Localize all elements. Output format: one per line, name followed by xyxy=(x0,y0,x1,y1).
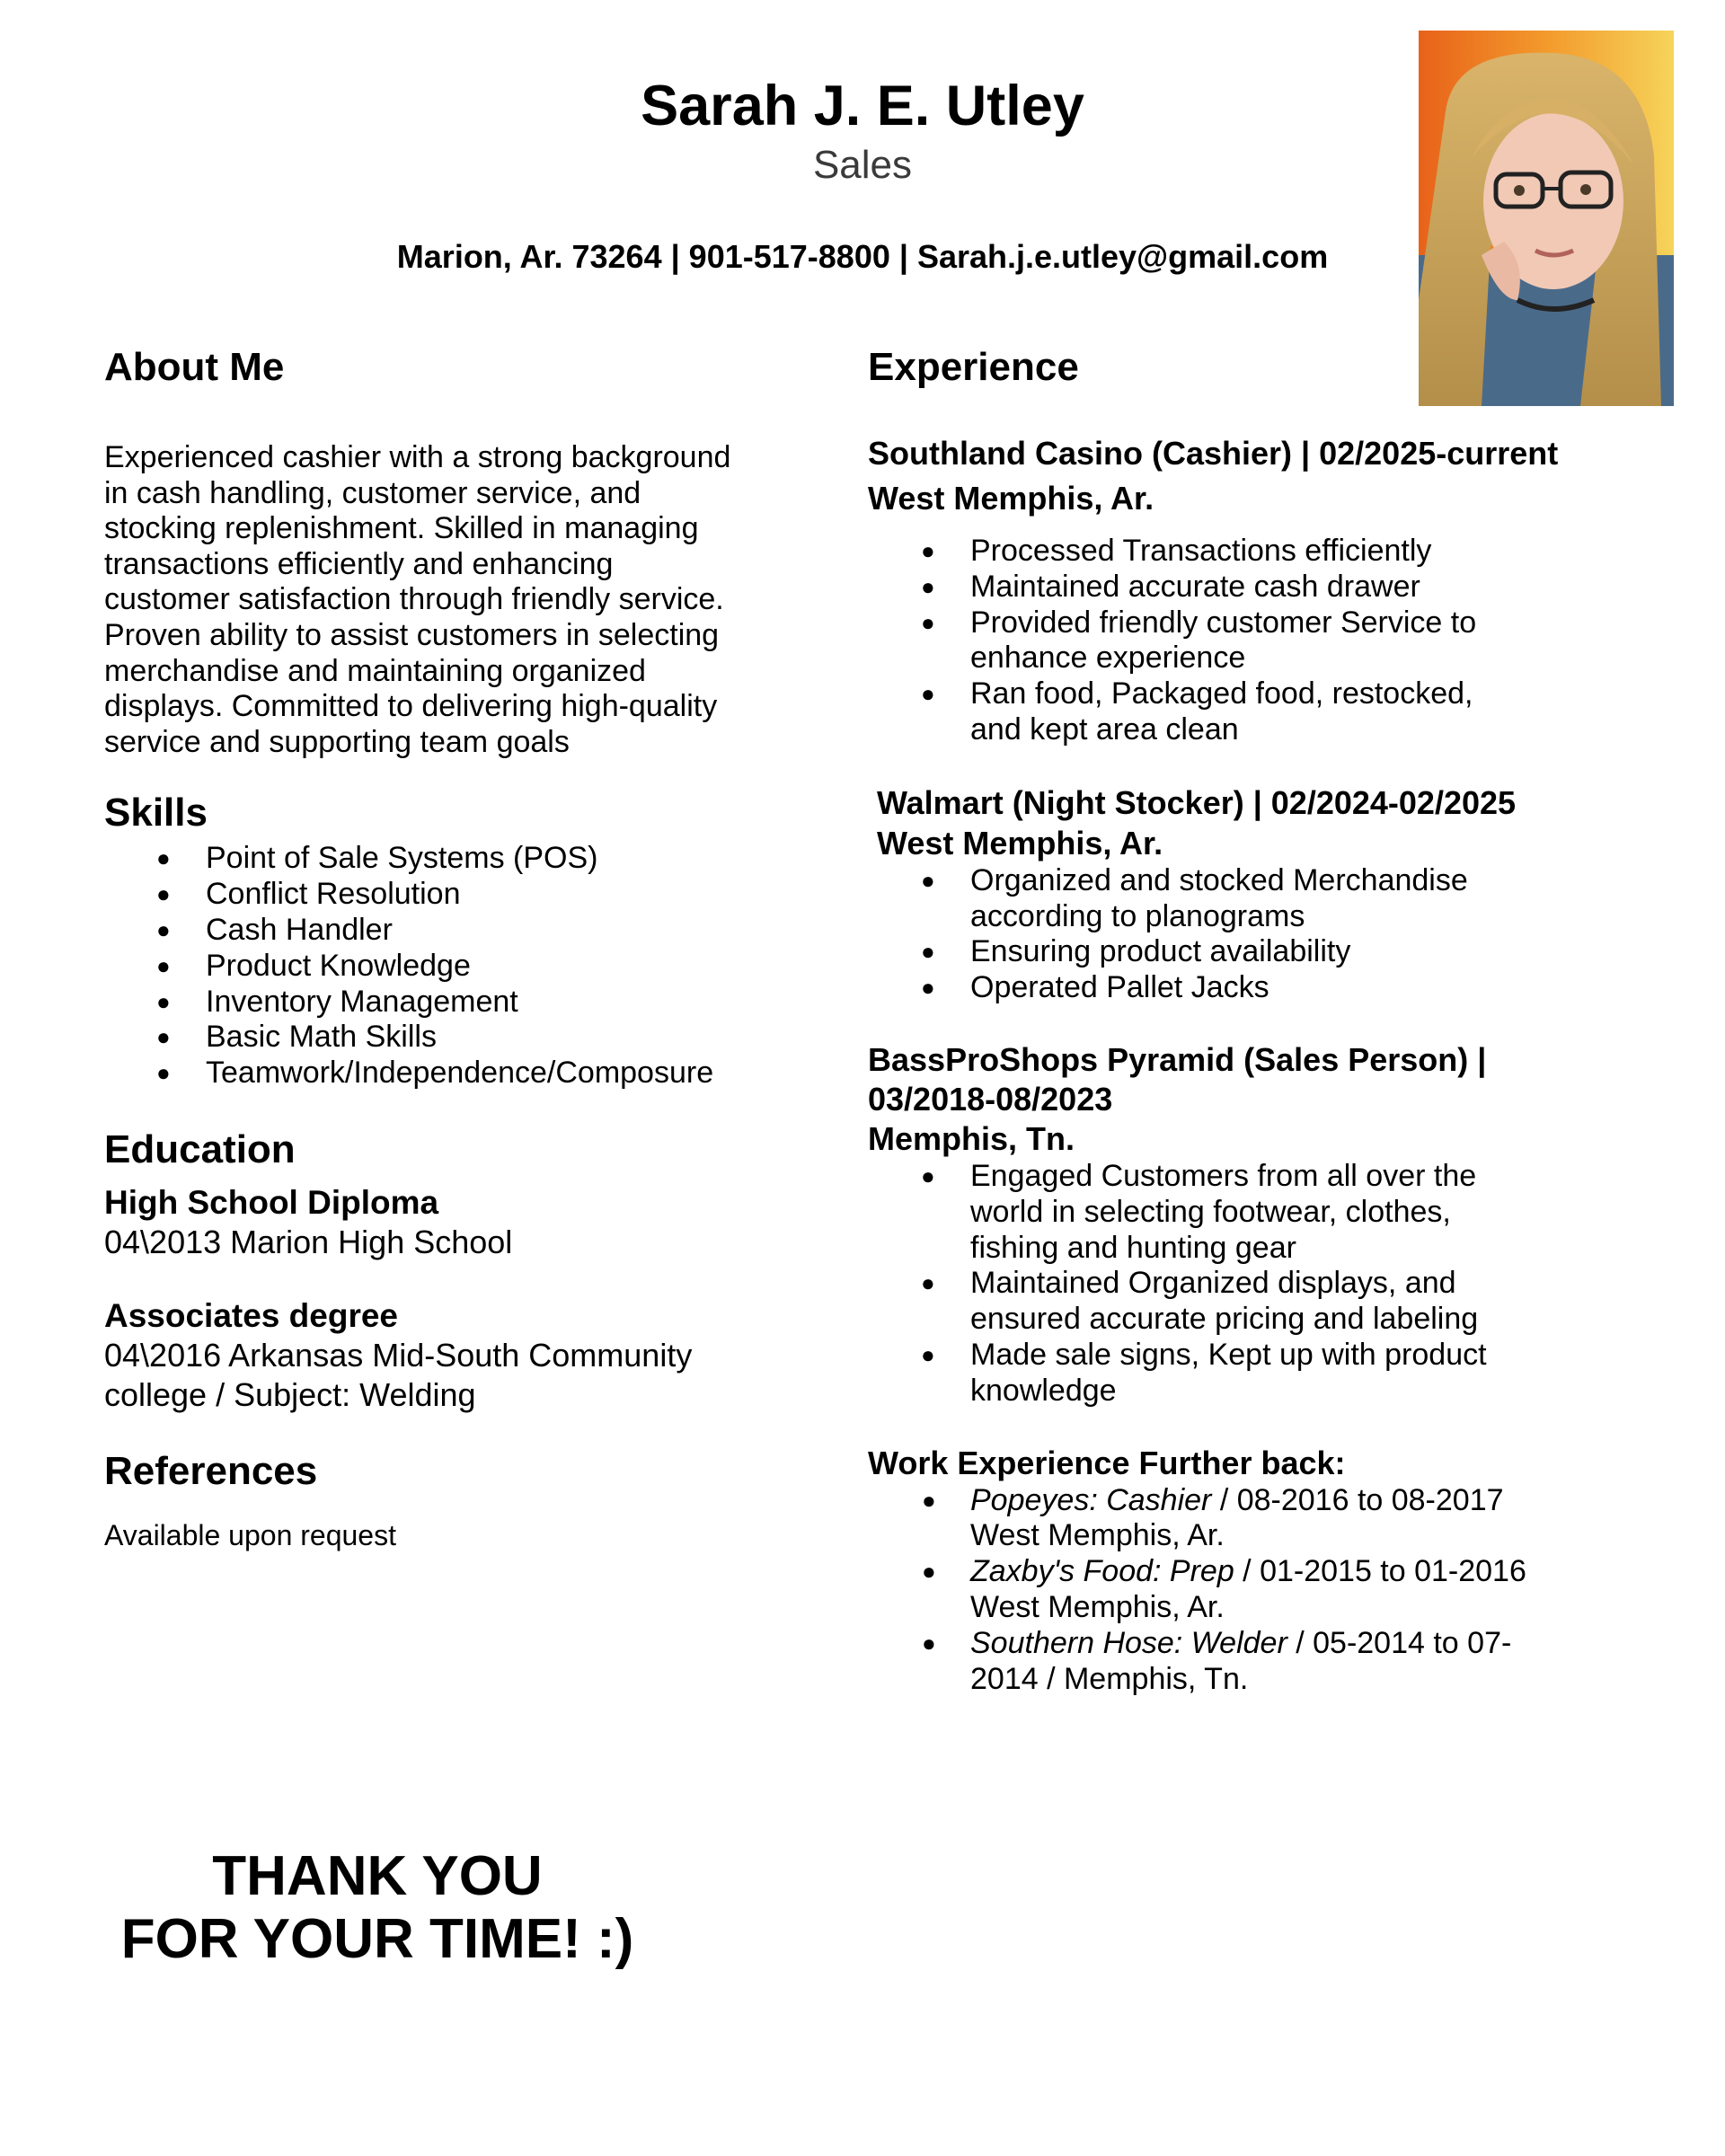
job-duties xyxy=(868,534,1659,748)
references-text: Available upon request xyxy=(104,1518,396,1551)
further-location: West Memphis, Ar. xyxy=(970,1518,1225,1553)
job-duty xyxy=(868,970,1659,1006)
duty-text: Provided friendly customer Service to xyxy=(970,605,1477,640)
about-line: merchandise and maintaining organized xyxy=(104,653,646,688)
further-item xyxy=(868,1483,1659,1555)
further-role: Popeyes: Cashier xyxy=(970,1482,1212,1517)
job-entry xyxy=(868,1040,1659,1409)
education-degree: Associates degree xyxy=(104,1296,399,1334)
about-paragraph xyxy=(104,440,787,760)
skills-list xyxy=(104,841,787,1091)
duty-text: Ran food, Packaged food, restocked, xyxy=(970,676,1473,711)
job-duty xyxy=(868,1266,1659,1338)
further-role: Zaxby's Food: Prep xyxy=(970,1554,1234,1589)
duty-text: Engaged Customers from all over the xyxy=(970,1158,1477,1193)
job-duty xyxy=(868,676,1659,748)
job-duties xyxy=(868,863,1659,1006)
about-line: stocking replenishment. Skilled in managing xyxy=(104,511,699,546)
about-line: Experienced cashier with a strong background xyxy=(104,440,731,474)
education-degree: High School Diploma xyxy=(104,1183,439,1221)
about-line: Proven ability to assist customers in selecting xyxy=(104,617,720,652)
duty-text: Ensuring product availability xyxy=(970,934,1351,969)
left-column xyxy=(104,341,787,1553)
duty-text: and kept area clean xyxy=(970,711,1239,747)
further-item xyxy=(868,1554,1659,1626)
about-line: customer satisfaction through friendly service. xyxy=(104,582,724,617)
duty-text: ensured accurate pricing and labeling xyxy=(970,1302,1479,1337)
candidate-name: Sarah J. E. Utley xyxy=(641,75,1084,137)
job-location: Memphis, Tn. xyxy=(868,1119,1075,1157)
job-location: West Memphis, Ar. xyxy=(868,480,1154,517)
skill-item: ● Inventory Management xyxy=(104,985,787,1021)
further-dates: / 08-2016 to 08-2017 xyxy=(1211,1482,1504,1517)
job-duty xyxy=(868,934,1659,970)
further-experience xyxy=(868,1444,1659,1698)
education-detail: 04\2016 Arkansas Mid-South Community xyxy=(104,1336,693,1374)
contact-line: Marion, Ar. 73264 | 901-517-8800 | Sarah.j.e.utley@gmail.com xyxy=(396,238,1329,275)
about-line: in cash handling, customer service, and xyxy=(104,475,641,510)
skill-item: ● Conflict Resolution xyxy=(104,877,787,913)
skills-heading: Skills xyxy=(104,791,208,835)
right-column xyxy=(868,341,1659,1697)
job-duty xyxy=(868,863,1659,935)
thank-you-line: FOR YOUR TIME! :) xyxy=(120,1908,634,1970)
job-duty xyxy=(868,534,1659,570)
thank-you-line: THANK YOU xyxy=(212,1845,543,1907)
skill-item: ● Basic Math Skills xyxy=(104,1020,787,1056)
about-line: transactions efficiently and enhancing xyxy=(104,546,614,581)
job-duty xyxy=(868,1159,1659,1266)
skill-item: ● Teamwork/Independence/Composure xyxy=(104,1056,787,1091)
further-location: West Memphis, Ar. xyxy=(970,1589,1225,1624)
about-line: service and supporting team goals xyxy=(104,724,570,759)
job-duties xyxy=(868,1159,1659,1409)
duty-text: Operated Pallet Jacks xyxy=(970,970,1269,1005)
education-detail: college / Subject: Welding xyxy=(104,1375,476,1413)
job-title: Walmart (Night Stocker) | 02/2024-02/2025 xyxy=(877,783,1517,821)
further-location: 2014 / Memphis, Tn. xyxy=(970,1661,1249,1696)
job-entry xyxy=(877,782,1659,863)
job-title: Southland Casino (Cashier) | 02/2025-current xyxy=(868,435,1559,472)
further-dates: / 01-2015 to 01-2016 xyxy=(1234,1554,1526,1589)
education-heading: Education xyxy=(104,1127,296,1171)
further-list xyxy=(868,1483,1659,1698)
duty-text: Maintained accurate cash drawer xyxy=(970,569,1420,604)
skill-item: ● Cash Handler xyxy=(104,913,787,949)
job-duty xyxy=(868,570,1659,605)
references-heading: References xyxy=(104,1448,318,1493)
job-entry xyxy=(868,431,1659,748)
education-entry xyxy=(104,1183,787,1262)
duty-text: knowledge xyxy=(970,1373,1117,1408)
job-duty xyxy=(868,605,1659,677)
duty-text: Organized and stocked Merchandise xyxy=(970,862,1468,897)
job-title: BassProShops Pyramid (Sales Person) | xyxy=(868,1040,1487,1078)
about-heading: About Me xyxy=(104,345,285,389)
job-duty xyxy=(868,1338,1659,1409)
further-role: Southern Hose: Welder xyxy=(970,1625,1287,1660)
duty-text: Made sale signs, Kept up with product xyxy=(970,1337,1487,1372)
candidate-title: Sales xyxy=(812,143,913,187)
duty-text: Maintained Organized displays, and xyxy=(970,1266,1456,1301)
thank-you-note xyxy=(99,1845,656,1971)
further-item xyxy=(868,1626,1659,1698)
experience-heading: Experience xyxy=(868,345,1079,389)
duty-text: enhance experience xyxy=(970,641,1246,676)
further-dates: / 05-2014 to 07- xyxy=(1287,1625,1512,1660)
job-location: West Memphis, Ar. xyxy=(877,824,1163,862)
job-title: 03/2018-08/2023 xyxy=(868,1080,1113,1118)
duty-text: world in selecting footwear, clothes, xyxy=(970,1194,1451,1229)
duty-text: fishing and hunting gear xyxy=(970,1230,1296,1265)
resume-header xyxy=(270,72,1455,190)
education-entry xyxy=(104,1296,787,1415)
further-heading: Work Experience Further back: xyxy=(868,1444,1346,1481)
skill-item: ● Product Knowledge xyxy=(104,949,787,985)
duty-text: according to planograms xyxy=(970,898,1305,933)
education-detail: 04\2013 Marion High School xyxy=(104,1223,513,1260)
about-line: displays. Committed to delivering high-quality xyxy=(104,689,718,724)
duty-text: Processed Transactions efficiently xyxy=(970,534,1432,568)
skill-item: ● Point of Sale Systems (POS) xyxy=(104,841,787,877)
